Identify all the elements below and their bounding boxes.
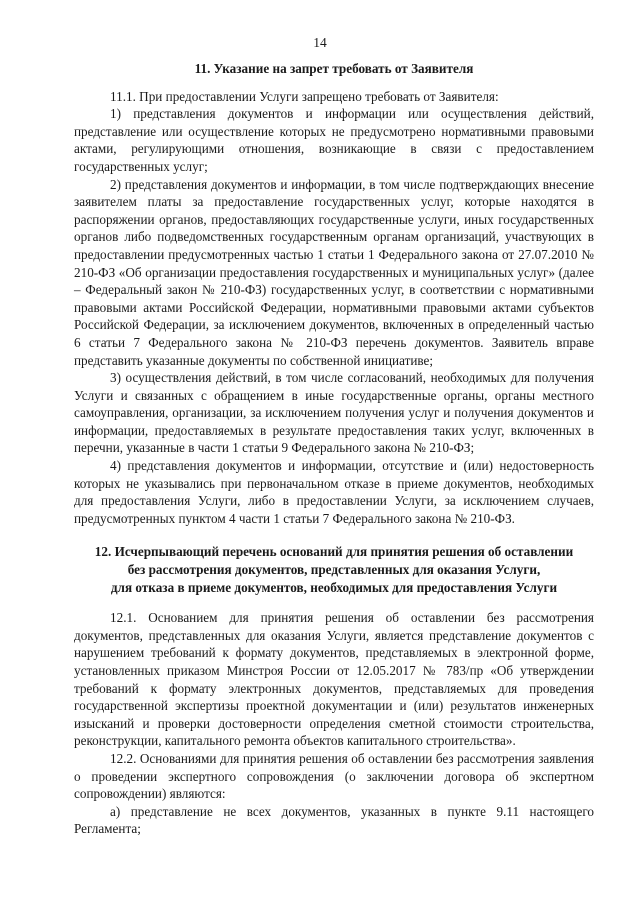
section-12-title — [74, 543, 594, 596]
page-content — [74, 60, 594, 838]
paragraph-12-2: 12.2. Основаниями для принятия решения об оставлении без рассмотрения заявления о проведении экспертного сопровождения (о заключении договора об экспертном сопровождении) являются: — [74, 750, 594, 802]
paragraph-11-1: 11.1. При предоставлении Услуги запрещено требовать от Заявителя: — [110, 88, 499, 104]
paragraph-11-1-item-1: 1) представления документов и информации или осуществления действий, представление или осуществление которых не предусмотрено нормативными правовыми актами, регулирующими отношения, возникающие в связи с предоставлением государственных услуг; — [74, 106, 594, 174]
section-12-title-line-3: для отказа в приеме документов, необходимых для предоставления Услуги — [110, 579, 558, 595]
section-12-title-line-1: 12. Исчерпывающий перечень оснований для принятия решения об оставлении — [94, 544, 574, 560]
paragraph-11-1-item-2: 2) представления документов и информации, в том числе подтверждающих внесение заявителем платы за предоставление государственных услуг, которые находятся в распоряжении органов, предоставляющих государственные услуги, иных государственных органов либо подведомственных государственным органам организаций, участвующих в предоставлении предусмотренных частью 1 статьи 1 Федерального закона от 27.07.2010 № 210-ФЗ «Об организации предоставления государственных и муниципальных услуг» (далее – Федеральный закон № 210-ФЗ) государственных услуг, в соответствии с нормативными правовыми актами Российской Федерации, нормативными правовыми актами субъектов Российской Федерации, за исключением документов, включенных в определенный частью 6 статьи 7 Федерального закона № 210-ФЗ перечень документов. Заявитель вправе представить указанные документы по собственной инициативе; — [74, 176, 594, 368]
paragraph-11-1-item-4: 4) представления документов и информации, отсутствие и (или) недостоверность которых не указывались при первоначальном отказе в приеме документов, необходимых для предоставления Услуги, либо в предоставлении Услуги, за исключением случаев, предусмотренных пунктом 4 части 1 статьи 7 Федерального закона № 210-ФЗ. — [74, 458, 594, 526]
section-11-title: 11. Указание на запрет требовать от Заявителя — [194, 61, 474, 76]
paragraph-12-1: 12.1. Основанием для принятия решения об оставлении без рассмотрения документов, представленных для оказания Услуги, является представление документов с нарушением требований к формату документов, представляемых в электронной форме, установленных приказом Минстроя России от 12.05.2017 № 783/пр «Об утверждении требований к формату электронных документов, представляемых для проведения государственной экспертизы проектной документации и (или) результатов инженерных изысканий и проверки достоверности определения сметной стоимости строительства, реконструкции, капитального ремонта объектов капитального строительства». — [74, 610, 594, 749]
paragraph-12-2-item-a: а) представление не всех документов, указанных в пункте 9.11 настоящего Регламента; — [74, 803, 594, 837]
paragraph-11-1-item-3: 3) осуществления действий, в том числе согласований, необходимых для получения Услуги и связанных с обращением в иные государственные органы, органы местного самоуправления, организации, за исключением получения услуг и получения документов и информации, предоставляемых в результате предоставления таких услуг, включенных в перечни, указанные в части 1 статьи 9 Федерального закона № 210-ФЗ; — [74, 370, 594, 456]
section-12-title-line-2: без рассмотрения документов, представленных для оказания Услуги, — [127, 562, 541, 578]
page-number: 14 — [313, 35, 327, 50]
